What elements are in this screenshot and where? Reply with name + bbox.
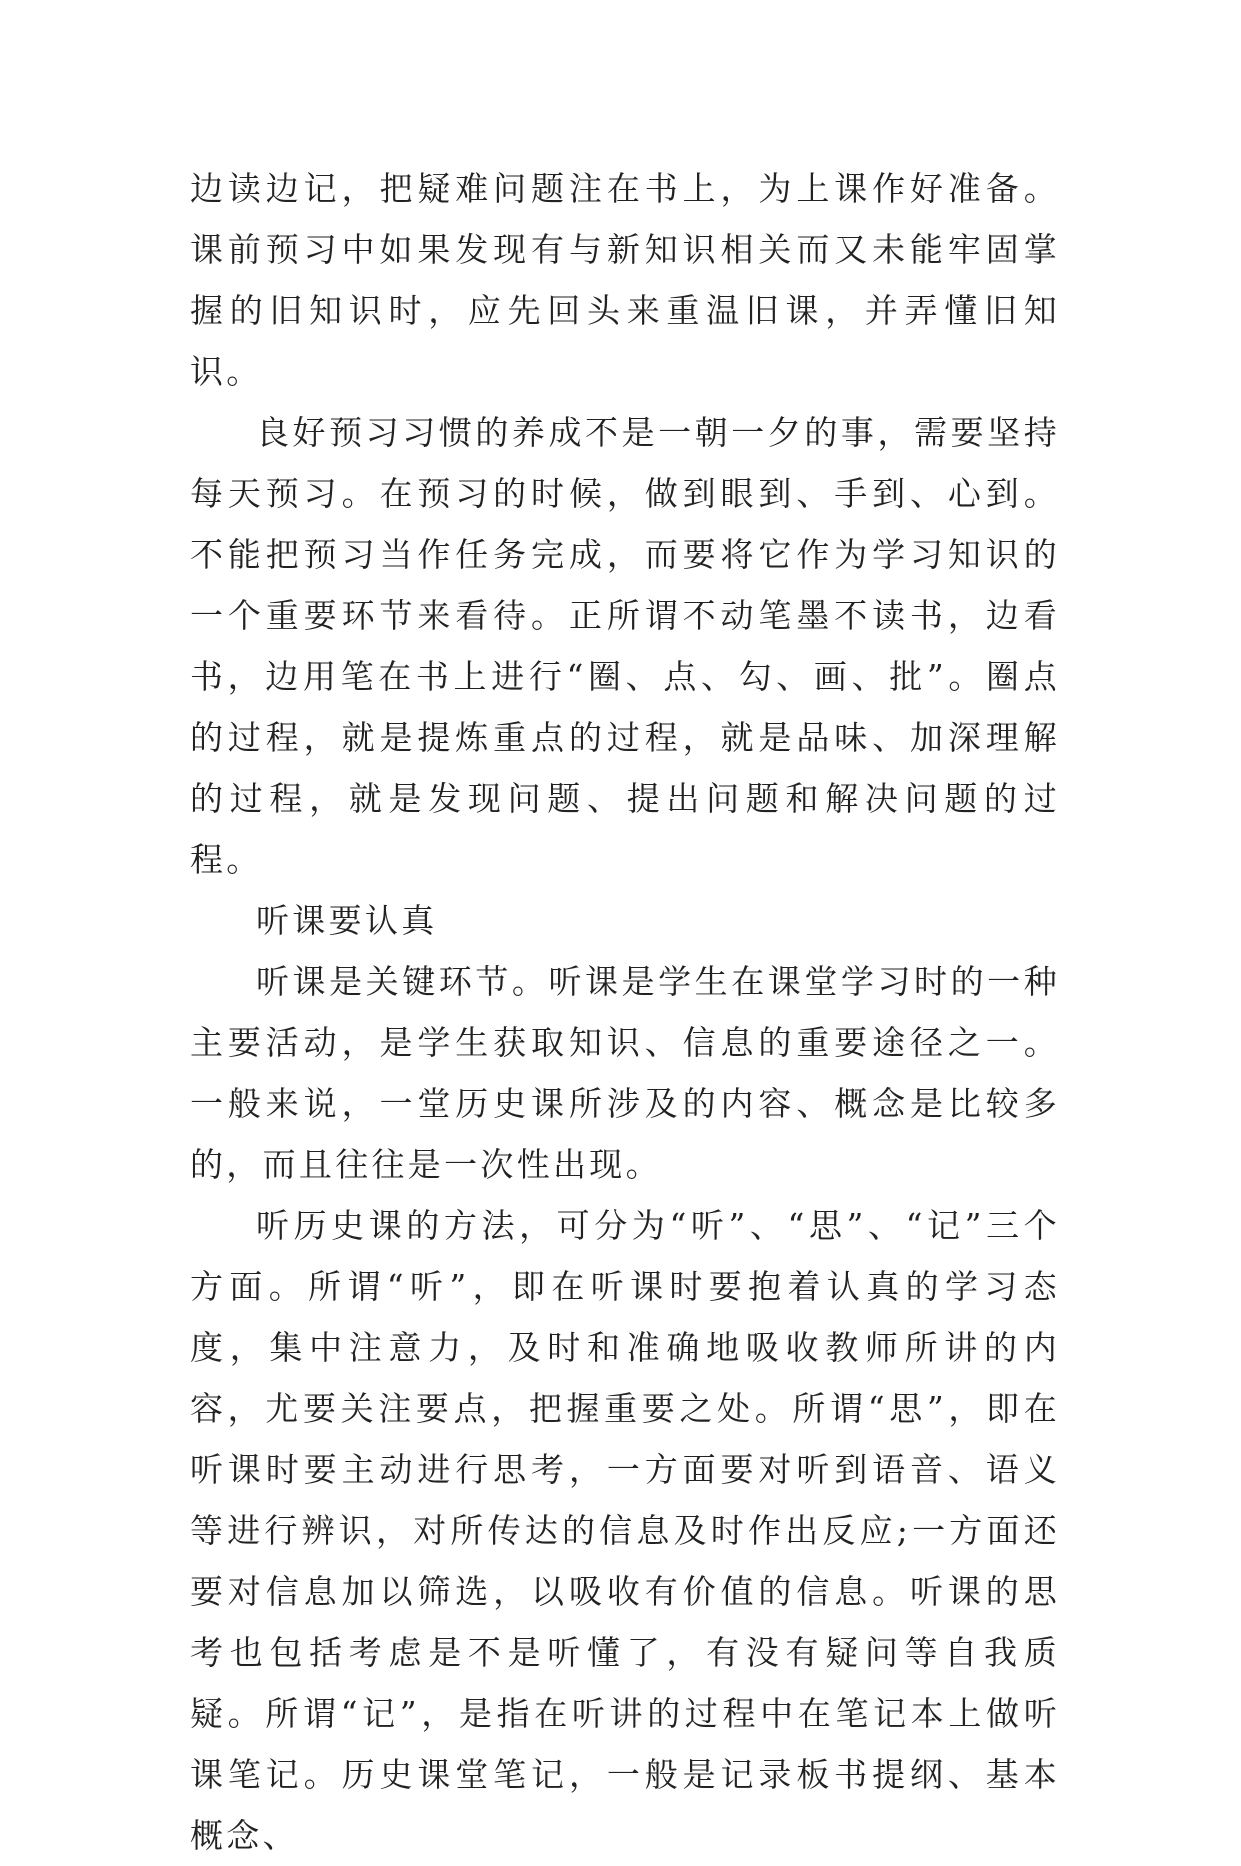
paragraph-listening-method: 听历史课的方法，可分为“听”、“思”、“记”三个方面。所谓“听”，即在听课时要抱着认真的学习态度，集中注意力，及时和准确地吸收教师所讲的内容，尤要关注要点，把握重要之处。所谓“思”，即在听课时要主动进行思考，一方面要对听到语音、语义等进行辨识，对所传达的信息及时作出反应;一方面还要对信息加以筛选，以吸收有价值的信息。听课的思考也包括考虑是不是听懂了，有没有疑问等自我质疑。所谓“记”，是指在听讲的过程中在笔记本上做听课笔记。历史课堂笔记，一般是记录板书提纲、基本概念、 <box>190 1206 1060 1855</box>
paragraph-continued: 边读边记，把疑难问题注在书上，为上课作好准备。课前预习中如果发现有与新知识相关而又未能牢固掌握的旧知识时，应先回头来重温旧课，并弄懂旧知识。 <box>190 169 1060 391</box>
paragraph-listening-key: 听课是关键环节。听课是学生在课堂学习时的一种主要活动，是学生获取知识、信息的重要途径之一。一般来说，一堂历史课所涉及的内容、概念是比较多的，而且往往是一次性出现。 <box>190 962 1060 1184</box>
section-heading-listening: 听课要认真 <box>256 901 438 940</box>
document-body <box>190 158 1060 1866</box>
paragraph-preview-habit: 良好预习习惯的养成不是一朝一夕的事，需要坚持每天预习。在预习的时候，做到眼到、手到、心到。不能把预习当作任务完成，而要将它作为学习知识的一个重要环节来看待。正所谓不动笔墨不读书，边看书，边用笔在书上进行“圈、点、勾、画、批”。圈点的过程，就是提炼重点的过程，就是品味、加深理解的过程，就是发现问题、提出问题和解决问题的过程。 <box>190 413 1060 879</box>
